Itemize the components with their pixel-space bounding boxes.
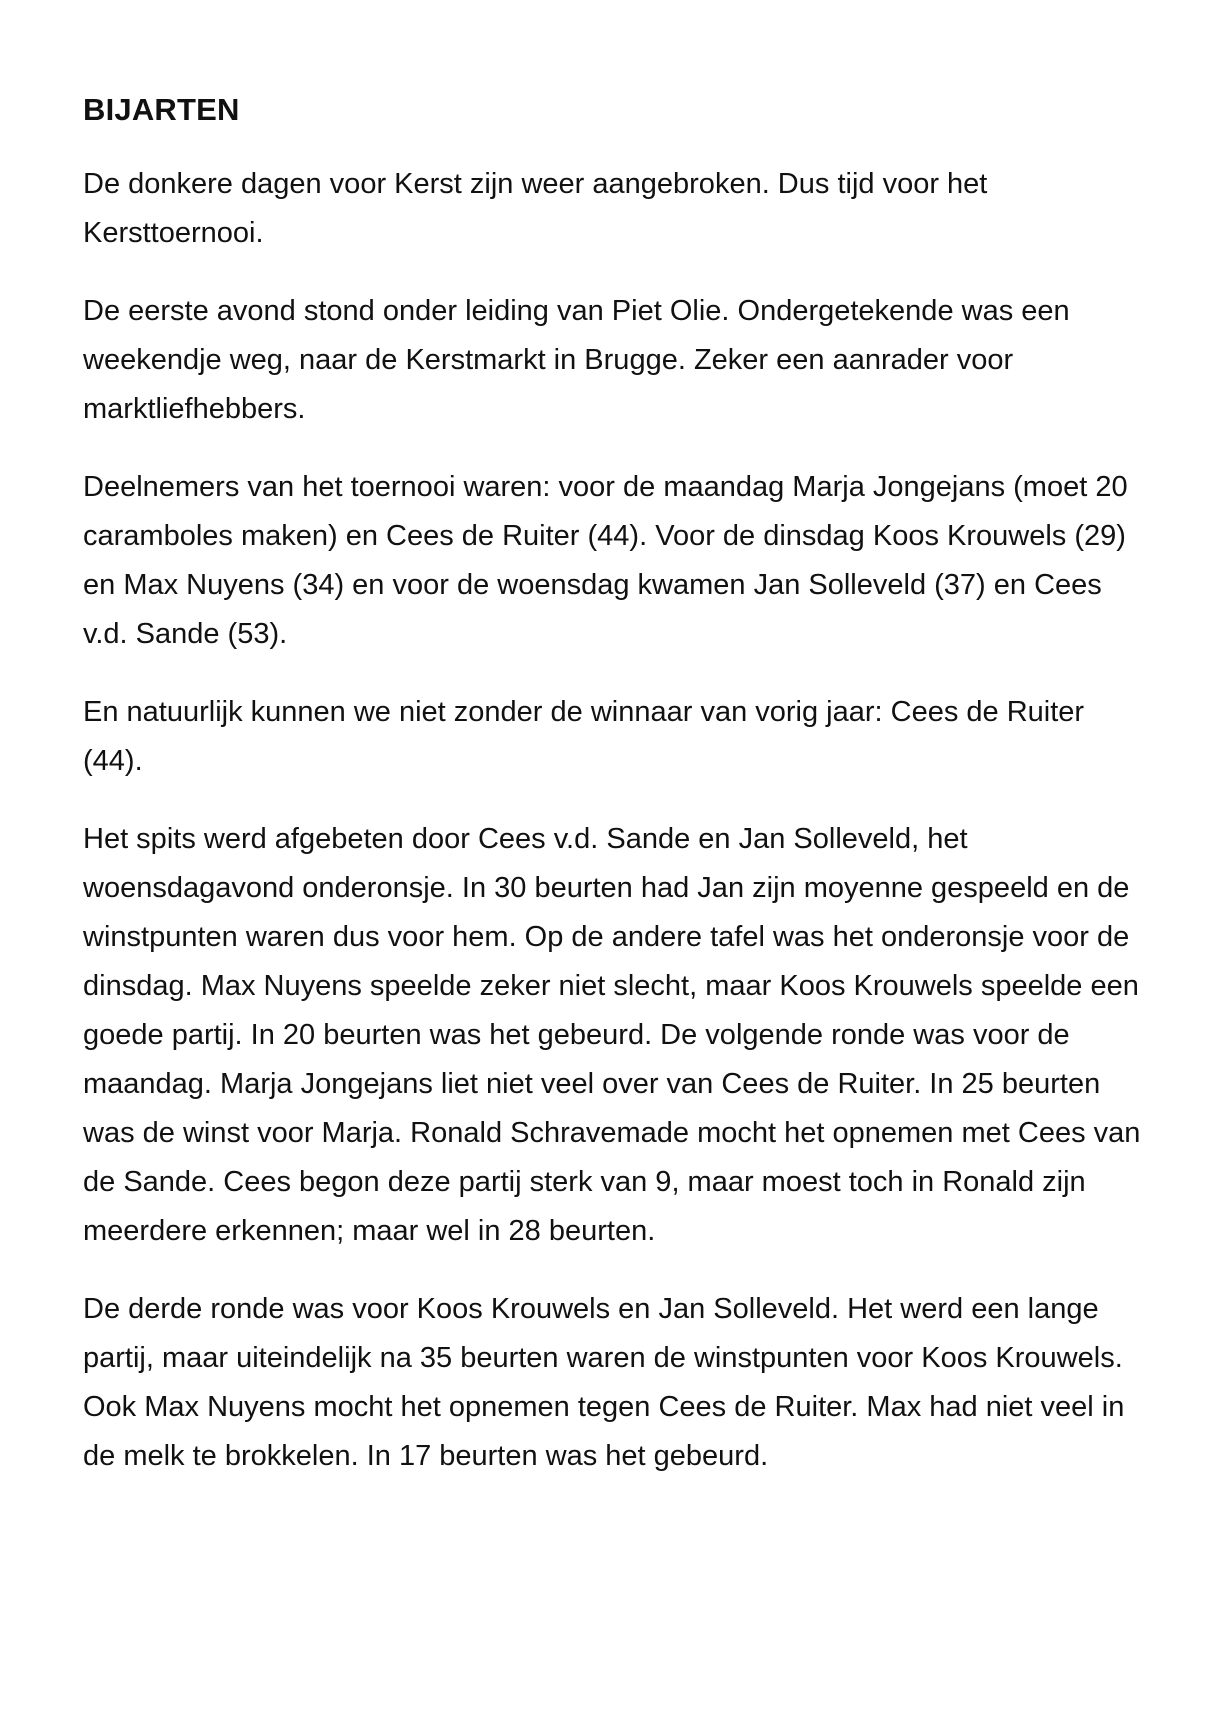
paragraph-last-winner: En natuurlijk kunnen we niet zonder de winnaar van vorig jaar: Cees de Ruiter (44). [83,696,1085,777]
paragraph-first-rounds: Het spits werd afgebeten door Cees v.d. Sande en Jan Solleveld, het woensdagavond onderonsje. In 30 beurten had Jan zijn moyenne gespeeld en de winstpunten waren dus voor hem. Op de andere tafel was het onderonsje voor de dinsdag. Max Nuyens speelde zeker niet slecht, maar Koos Krouwels speelde een goede partij. In 20 beurten was het gebeurd. De volgende ronde was voor de maandag. Marja Jongejans liet niet veel over van Cees de Ruiter. In 25 beurten was de winst voor Marja. Ronald Schravemade mocht het opnemen met Cees van de Sande. Cees begon deze partij sterk van 9, maar moest toch in Ronald zijn meerdere erkennen; maar wel in 28 beurten. [83,823,1141,1247]
article-title: BIJARTEN [83,92,240,127]
paragraph-intro: De donkere dagen voor Kerst zijn weer aangebroken. Dus tijd voor het Kersttoernooi. [83,168,988,249]
article-body [83,86,1143,1510]
paragraph-first-evening: De eerste avond stond onder leiding van Piet Olie. Ondergetekende was een weekendje weg, naar de Kerstmarkt in Brugge. Zeker een aanrader voor marktliefhebbers. [83,295,1070,425]
paragraph-third-round: De derde ronde was voor Koos Krouwels en Jan Solleveld. Het werd een lange partij, maar uiteindelijk na 35 beurten waren de winstpunten voor Koos Krouwels. Ook Max Nuyens mocht het opnemen tegen Cees de Ruiter. Max had niet veel in de melk te brokkelen. In 17 beurten was het gebeurd. [83,1293,1125,1472]
paragraph-participants: Deelnemers van het toernooi waren: voor de maandag Marja Jongejans (moet 20 caramboles maken) en Cees de Ruiter (44). Voor de dinsdag Koos Krouwels (29) en Max Nuyens (34) en voor de woensdag kwamen Jan Solleveld (37) en Cees v.d. Sande (53). [83,471,1128,650]
